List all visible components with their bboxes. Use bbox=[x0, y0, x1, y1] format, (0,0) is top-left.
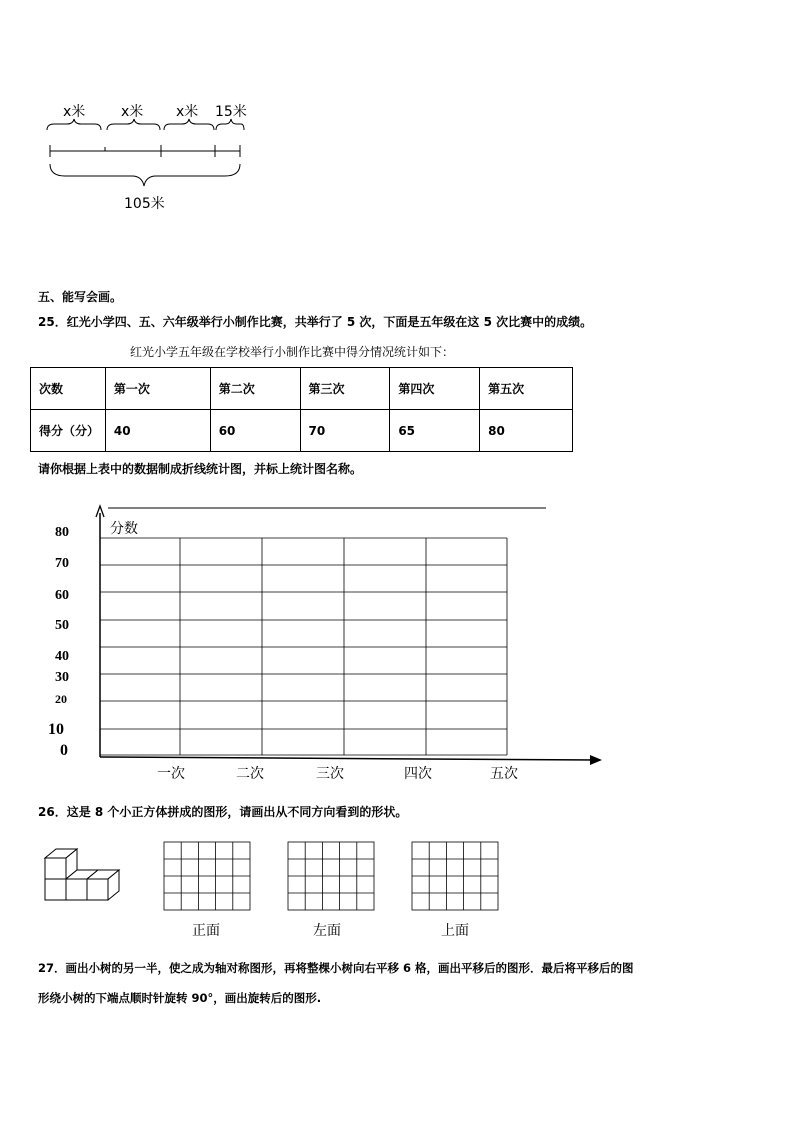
segment-label-2: x米 bbox=[121, 104, 144, 120]
segment-label-4: 15米 bbox=[215, 104, 247, 120]
table-cell: 第五次 bbox=[480, 368, 573, 410]
table-cell: 60 bbox=[210, 410, 300, 452]
section-five-heading: 五、能写会画。 bbox=[38, 290, 123, 304]
table-cell: 得分（分） bbox=[31, 410, 106, 452]
y-tick-label: 60 bbox=[55, 588, 69, 603]
q27-text-line2: 形绕小树的下端点顺时针旋转 90°，画出旋转后的图形. bbox=[38, 991, 322, 1005]
q25-instruction: 请你根据上表中的数据制成折线统计图，并标上统计图名称。 bbox=[38, 462, 363, 476]
y-tick-label: 20 bbox=[55, 692, 67, 706]
table-cell: 第一次 bbox=[105, 368, 210, 410]
x-tick-label: 二次 bbox=[236, 766, 264, 782]
table-cell: 第三次 bbox=[300, 368, 390, 410]
segment-label-1: x米 bbox=[63, 104, 86, 120]
q25-table-caption: 红光小学五年级在学校举行小制作比赛中得分情况统计如下： bbox=[130, 345, 455, 359]
y-tick-label: 80 bbox=[55, 525, 69, 540]
x-tick-label: 四次 bbox=[404, 766, 432, 782]
view-label-front: 正面 bbox=[192, 923, 220, 939]
y-tick-label: 70 bbox=[55, 556, 69, 571]
table-cell: 次数 bbox=[31, 368, 106, 410]
q25-text: 25．红光小学四、五、六年级举行小制作比赛，共举行了 5 次，下面是五年级在这 5 次比赛中的成绩。 bbox=[38, 315, 593, 329]
y-tick-label: 30 bbox=[55, 670, 69, 685]
segment-label-3: x米 bbox=[176, 104, 199, 120]
view-label-top: 上面 bbox=[441, 923, 469, 939]
y-tick-label: 0 bbox=[60, 742, 68, 759]
q26-text: 26．这是 8 个小正方体拼成的图形，请画出从不同方向看到的形状。 bbox=[38, 805, 408, 819]
table-cell: 第四次 bbox=[390, 368, 480, 410]
y-tick-label: 40 bbox=[55, 649, 69, 664]
x-tick-label: 三次 bbox=[316, 766, 344, 782]
table-cell: 70 bbox=[300, 410, 390, 452]
segment-total-label: 105米 bbox=[124, 196, 165, 212]
table-cell: 第二次 bbox=[210, 368, 300, 410]
y-axis-label: 分数 bbox=[110, 521, 138, 537]
q27-text-line1: 27．画出小树的另一半，使之成为轴对称图形，再将整棵小树向右平移 6 格，画出平移后的图形．最后将平移后的图 bbox=[38, 961, 634, 975]
table-cell: 80 bbox=[480, 410, 573, 452]
y-tick-label: 50 bbox=[55, 618, 69, 633]
y-tick-label: 10 bbox=[48, 721, 64, 738]
view-label-left: 左面 bbox=[313, 923, 341, 939]
x-tick-label: 五次 bbox=[490, 766, 518, 782]
table-cell: 65 bbox=[390, 410, 480, 452]
x-tick-label: 一次 bbox=[157, 766, 185, 782]
table-cell: 40 bbox=[105, 410, 210, 452]
